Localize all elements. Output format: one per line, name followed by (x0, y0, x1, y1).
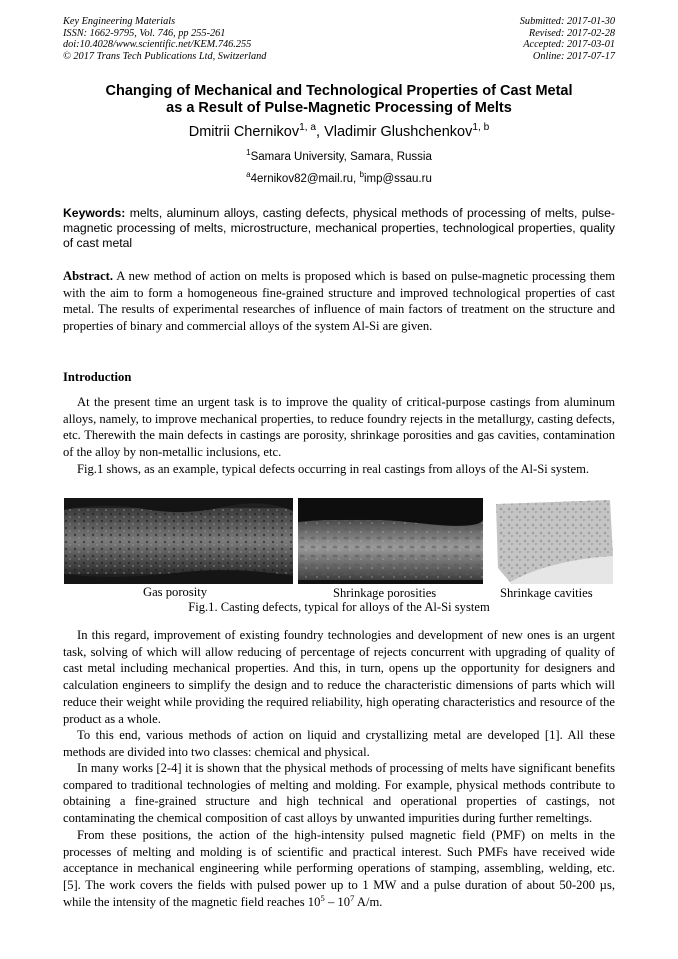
keywords (63, 206, 615, 251)
body-paragraph-6-text: From these positions, the action of the high-intensity pulsed magnetic field (PMF) on melts in the processes of melting and molding is of scientific and practical interest. Such PMFs have received wide acceptance in mechanical engineering while performing operations of stamping, assembling, welding, etc. [5]. The work covers the fields with pulsed power up to 1 MW and a pulse duration of about 50-200 µs, while the intensity of the magnetic field reaches 10 (63, 828, 615, 909)
body-paragraph-6 (63, 827, 615, 911)
affiliation-sup: 1 (246, 148, 251, 158)
email-a: 4ernikov82@mail.ru, (250, 173, 360, 185)
paper-title (63, 83, 615, 117)
figure-caption: Fig.1. Casting defects, typical for alloys of the Al-Si system (188, 600, 490, 614)
shrinkage-porosities-image (298, 498, 483, 584)
shrinkage-cavities-image (490, 498, 614, 584)
intro-paragraph-2: Fig.1 shows, as an example, typical defects occurring in real castings from alloys of the Al-Si system. (77, 462, 590, 476)
abstract (63, 268, 615, 335)
title-line-2: as a Result of Pulse-Magnetic Processing of Melts (166, 100, 512, 116)
body-paragraph-3: In this regard, improvement of existing foundry technologies and development of new ones is an urgent task, solving of which will allow reducing of percentage of rejects concurrent with upgrading of quality of cast metal including mechanical properties. And this, in turn, opens up the opportunity for designers and calculation engineers to simplify the design and to reduce the characteristic dimensions of parts which will reduce their weight while providing the required reliability, high operating characteristics and resource of the product as a whole. (63, 628, 615, 726)
online-date: Online: 2017-07-17 (532, 50, 615, 62)
accepted-date: Accepted: 2017-03-01 (523, 39, 615, 50)
gas-porosity-image (64, 498, 293, 584)
email-b: imp@ssau.ru (363, 173, 432, 185)
shrinkage-cavities-photo (490, 498, 614, 584)
shrinkage-porosities-photo (298, 498, 483, 584)
keywords-label: Keywords: (63, 206, 126, 220)
email-b-sup: b (359, 170, 364, 180)
author-2: Vladimir Glushchenkov (324, 124, 473, 140)
submitted-date: Submitted: 2017-01-30 (519, 16, 615, 27)
journal-header (63, 16, 266, 62)
issn-line: ISSN: 1662-9795, Vol. 746, pp 255-261 (63, 27, 226, 39)
affiliation (63, 148, 615, 163)
author-1-sup: 1, a (299, 122, 317, 134)
body-paragraph-5: In many works [2-4] it is shown that the physical methods of processing of melts have significant benefits compared to traditional technologies of melting and molding. For example, physical methods contribute to obtaining a fine-grained structure and high technical and operational properties of castings, not contaminating the chemical composition of cast alloys by unwanted impurities during further remeltings. (63, 761, 615, 826)
emails (63, 170, 615, 185)
revised-date: Revised: 2017-02-28 (528, 27, 615, 39)
abstract-text: A new method of action on melts is proposed which is based on pulse-magnetic processing them with the aim to form a homogeneous fine-grained structure and improved technological properties of cast metal. The results of experimental researches of influence of main factors of treatment on the structure and properties of binary and commercial alloys of the system Al-Si are given. (63, 269, 615, 334)
exponent-5: 5 (320, 892, 325, 903)
shrinkage-cavities-label: Shrinkage cavities (500, 586, 593, 600)
intro-paragraph-1: At the present time an urgent task is to improve the quality of critical-purpose castings from aluminum alloys, namely, to improve mechanical properties, to reduce foundry rejects in the metallurgy, casting defects, etc. Therewith the main defects in castings are porosity, shrinkage porosities and gas cavities, contamination of the alloy by non-metallic inclusions, etc. (63, 395, 615, 460)
dates-header (520, 16, 615, 62)
copyright-line: © 2017 Trans Tech Publications Ltd, Switzerland (63, 50, 267, 62)
keywords-text: melts, aluminum alloys, casting defects, physical methods of processing of melts, pulse-magnetic processing of melts, microstructure, mechanical properties, technological properties, quality of cast metal (63, 206, 615, 250)
affiliation-text: Samara University, Samara, Russia (250, 151, 432, 163)
exponent-7: 7 (349, 892, 355, 903)
doi-line: doi:10.4028/www.scientific.net/KEM.746.255 (63, 39, 252, 50)
abstract-label: Abstract. (63, 269, 114, 283)
gas-porosity-photo (64, 498, 293, 584)
shrinkage-porosities-label: Shrinkage porosities (333, 586, 437, 600)
email-a-sup: a (246, 170, 251, 180)
body-paragraph-4: To this end, various methods of action on liquid and crystallizing metal are developed [1]. All these methods are divided into two classes: chemical and physical. (63, 728, 615, 759)
title-line-1: Changing of Mechanical and Technological Properties of Cast Metal (105, 83, 573, 99)
body-paragraph-6-end: A/m. (354, 894, 383, 909)
author-2-sup: 1, b (472, 122, 490, 134)
journal-name: Key Engineering Materials (63, 16, 176, 27)
authors: Dmitrii Chernikov$^{1, a}$, Vladimir Glushchenkov$^{1, b}$ (188, 122, 490, 140)
introduction-heading: Introduction (63, 370, 132, 384)
gas-porosity-label: Gas porosity (143, 585, 208, 599)
body-paragraph-6-mid: – 10 (324, 894, 350, 909)
author-1: Dmitrii Chernikov (188, 124, 300, 140)
